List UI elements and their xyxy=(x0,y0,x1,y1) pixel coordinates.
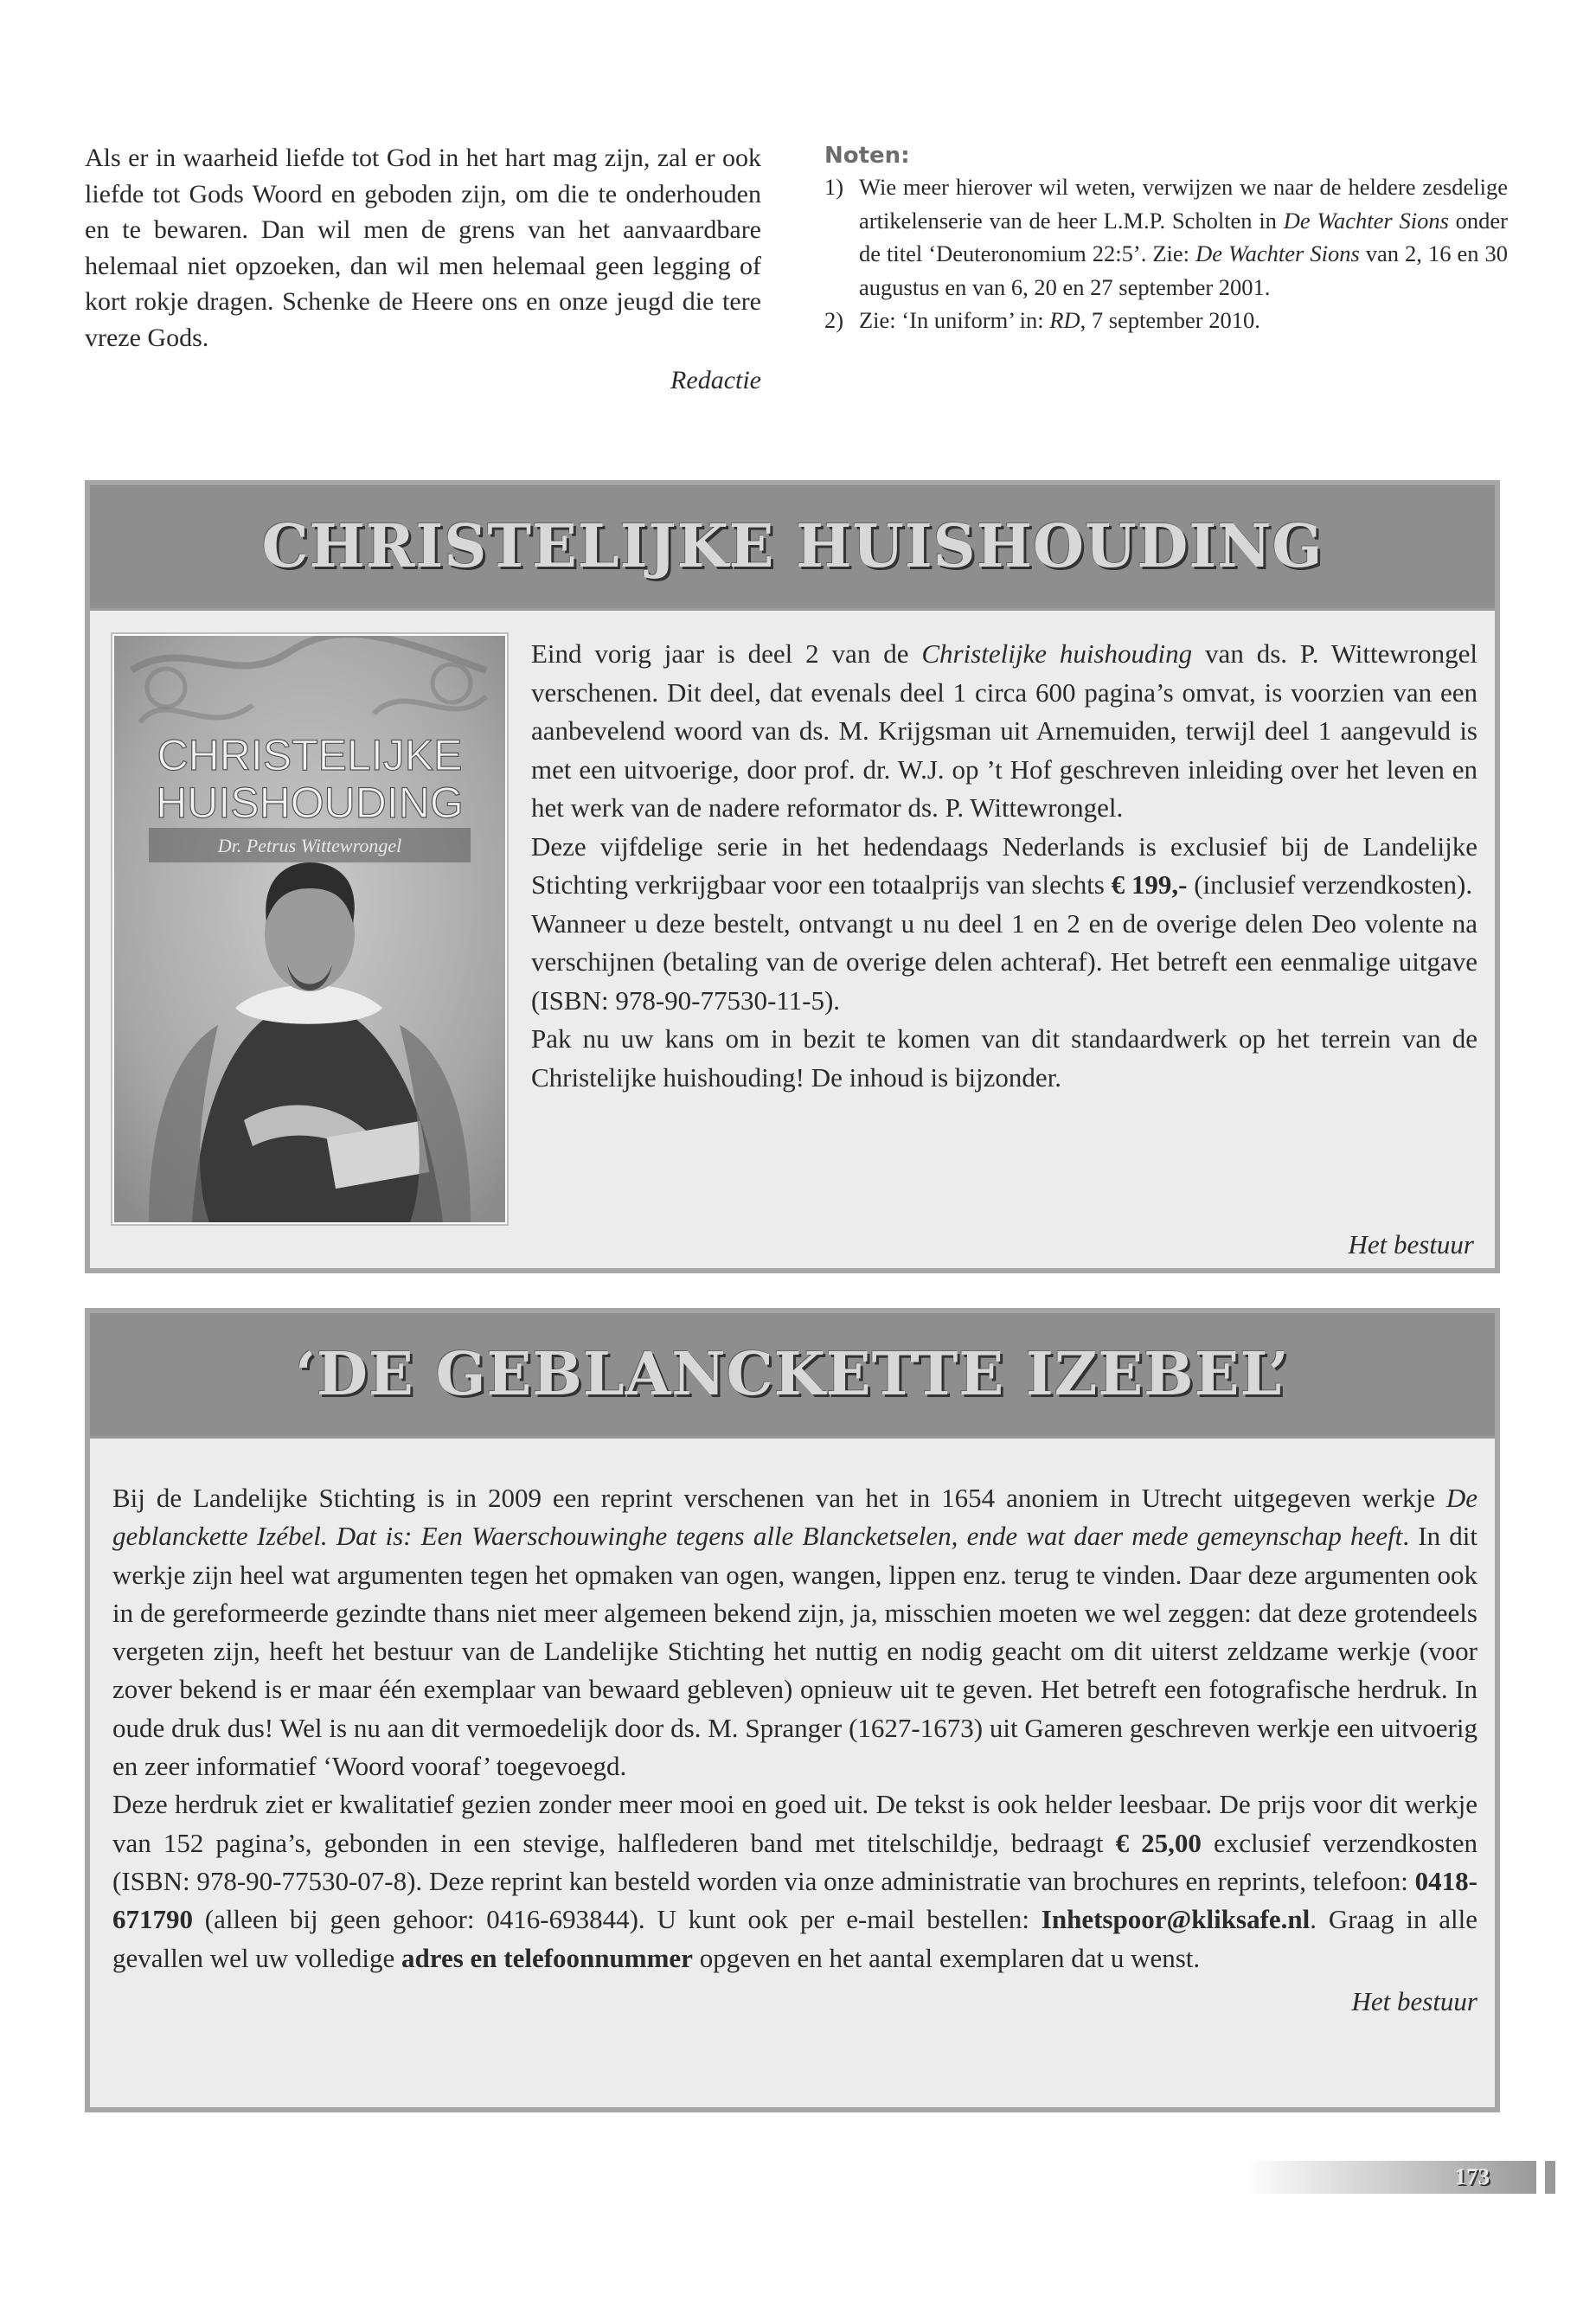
intro-signature: Redactie xyxy=(670,366,761,394)
email-address: Inhetspoor@kliksafe.nl xyxy=(1041,1904,1311,1935)
box1-signature: Het bestuur xyxy=(1348,1229,1474,1259)
christelijke-huishouding-box xyxy=(85,480,1500,1273)
book-cover-image xyxy=(112,634,507,1224)
box1-paragraph-1: Eind vorig jaar is deel 2 van de Christelijke huishouding van ds. P. Wittewrongel verschenen. Dit deel, dat evenals deel 1 circa 600 pagina’s omvat, is voorzien van een aanbevelend woord van ds. M. Krijgsman uit Arnemuiden, terwijl deel 1 aangevuld is met een uitvoerige, door prof. dr. W.J. op ’t Hof geschreven inleiding over het leven en het werk van de nadere reformator ds. P. Wittewrongel. xyxy=(531,638,1477,823)
note-1-number: 1) xyxy=(824,174,844,200)
note-1 xyxy=(824,170,1508,304)
box1-paragraph-3: Wanneer u deze bestelt, ontvangt u nu deel 1 en 2 en de overige delen Deo volente na verschijnen (betaling van de overige delen achteraf). Het betreft een eenmalige uitgave (ISBN: 978-90-77530-11-5). xyxy=(531,907,1477,1016)
cover-author: Dr. Petrus Wittewrongel xyxy=(217,835,402,856)
box2-paragraph-2: Deze herdruk ziet er kwalitatief gezien zonder meer mooi en goed uit. De tekst is ook helder leesbaar. De prijs voor dit werkje van 152 pagina’s, gebonden in een stevige, halflederen band met titelschildje, bedraagt € 25,00 exclusief verzendkosten (ISBN: 978-90-77530-07-8). Deze reprint kan besteld worden via onze administratie van brochures en reprints, telefoon: 0418-671790 (alleen bij geen gehoor: 0416-693844). U kunt ook per e-mail bestellen: Inhetspoor@kliksafe.nl. Graag in alle gevallen wel uw volledige adres en telefoonnummer opgeven en het aantal exemplaren dat u wenst. xyxy=(112,1789,1478,1973)
cover-title-line2: HUISHOUDING xyxy=(156,779,464,827)
note-1-text: Wie meer hierover wil weten, verwijzen we naar de heldere zesdelige artikelenserie van de heer L.M.P. Scholten in De Wachter Sions onder de titel ‘Deuteronomium 22:5’. Zie: De Wachter Sions van 2, 16 en 30 augustus en van 6, 20 en 27 september 2001. xyxy=(859,174,1509,300)
box2-body xyxy=(112,1479,1477,2021)
box2-title: ‘DE GEBLANCKETTE IZEBEL’ xyxy=(295,1340,1290,1409)
page-bar-tick xyxy=(1545,2161,1555,2194)
box1-header xyxy=(90,485,1495,611)
intro-column xyxy=(85,140,761,399)
cover-title-line1: CHRISTELIJKE xyxy=(157,731,463,779)
note-2-text: Zie: ‘In uniform’ in: RD, 7 september 2010. xyxy=(859,307,1260,333)
intro-paragraph: Als er in waarheid liefde tot God in het hart mag zijn, zal er ook liefde tot Gods Woord en geboden zijn, om die te onderhouden en te bewaren. Dan wil men de grens van het aanvaardbare helemaal niet opzoeken, dan wil men helemaal geen legging of kort rokje dragen. Schenke de Heere ons en onze jeugd die tere vreze Gods. xyxy=(85,144,761,352)
box1-title: CHRISTELIJKE HUISHOUDING xyxy=(261,512,1324,581)
geblanckette-izebel-box xyxy=(85,1308,1500,2112)
box1-body xyxy=(531,635,1477,1097)
box2-signature: Het bestuur xyxy=(1351,1985,1477,2016)
notes-column xyxy=(824,141,1508,337)
page-number-bar xyxy=(1242,2161,1536,2194)
note-2-number: 2) xyxy=(824,307,844,333)
page-number: 173 xyxy=(1454,2163,1490,2189)
box2-header xyxy=(90,1313,1495,1439)
box1-paragraph-2: Deze vijfdelige serie in het hedendaags Nederlands is exclusief bij de Landelijke Stichting verkrijgbaar voor een totaalprijs van slechts € 199,- (inclusief verzendkosten). xyxy=(531,830,1477,900)
notes-title: Noten: xyxy=(824,143,910,169)
box1-paragraph-4: Pak nu uw kans om in bezit te komen van dit standaardwerk op het terrein van de Christelijke huishouding! De inhoud is bijzonder. xyxy=(531,1023,1477,1093)
note-2 xyxy=(824,304,1508,337)
box2-paragraph-1: Bij de Landelijke Stichting is in 2009 een reprint verschenen van het in 1654 anoniem in Utrecht uitgegeven werkje De geblanckette Izébel. Dat is: Een Waerschouwinghe tegens alle Blancketselen, ende wat daer mede gemeynschap heeft. In dit werkje zijn heel wat argumenten tegen het opmaken van ogen, wangen, lippen enz. terug te vinden. Daar deze argumenten ook in de gereformeerde gezindte thans niet meer algemeen bekend zijn, ja, misschien moeten we wel zeggen: dat deze grotendeels vergeten zijn, heeft het bestuur van de Landelijke Stichting het nuttig en nodig geacht om dit uiterst zeldzame werkje (voor zover bekend is er maar één exemplaar van bewaard gebleven) opnieuw uit te geven. Het betreft een fotografische herdruk. In oude druk dus! Wel is nu aan dit vermoedelijk door ds. M. Spranger (1627-1673) uit Gameren geschreven werkje een uitvoerig en zeer informatief ‘Woord vooraf’ toegevoegd. xyxy=(112,1483,1477,1782)
